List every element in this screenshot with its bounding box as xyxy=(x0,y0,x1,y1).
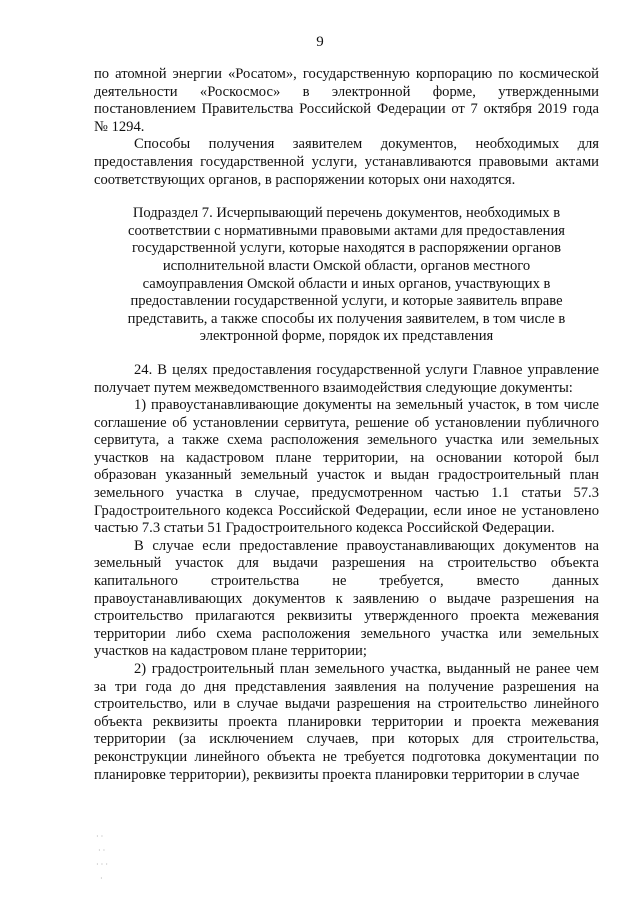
paragraph-item-24: 24. В целях предоставления государственной услуги Главное управление получает путем межведомственного взаимодействия следующие документы: xyxy=(94,361,599,396)
list-item-2: 2) градостроительный план земельного участка, выданный не ранее чем за три года до дня представления заявления на получение разрешения на строительство, или в случае выдачи разрешения на строительство линейного объекта реквизиты проекта планировки территории и проекта межевания территории (за исключением случаев, при которых для строительства, реконструкции линейного объекта не требуется подготовка документации по планировке территории), реквизиты проекта планировки территории в случае xyxy=(94,661,599,783)
paragraph-exception: В случае если предоставление правоустанавливающих документов на земельный участок для выдачи разрешения на строительство объекта капитального строительства не требуется, вместо данных правоустанавливающих документов к заявлению о выдаче разрешения на строительство прилагаются реквизиты утвержденного проекта межевания территории либо схема расположения земельного участка или земельных участков на кадастровом плане территории; xyxy=(94,537,599,660)
paragraph-methods: Способы получения заявителем документов, необходимых для предоставления государственной услуги, устанавливаются правовыми актами соответствующих органов, в распоряжении которых они находятся. xyxy=(94,136,599,188)
section-heading: Подраздел 7. Исчерпывающий перечень документов, необходимых в соответствии с нормативными правовыми актами для предоставления государственной услуги, которые находятся в распоряжении органов исполнительной власти Омской области, органов местного самоуправления Омской области и иных органов, участвующих в предоставлении государственной услуги, и которые заявитель вправе представить, а также способы их получения заявителем, в том числе в электронной форме, порядок их представления xyxy=(127,205,566,345)
list-item-1: 1) правоустанавливающие документы на земельный участок, в том числе соглашение об установлении сервитута, решение об установлении публичного сервитута, а также схема расположения земельного участка или земельных участков на кадастровом плане территории, на основании которой был образован указанный земельный участок и выдан градостроительный план земельного участка в случае, предусмотренном частью 1.1 статьи 57.3 Градостроительного кодекса Российской Федерации, если иное не установлено частью 7.3 статьи 51 Градостроительного кодекса Российской Федерации. xyxy=(94,397,599,537)
scan-specks: · · · · · · · · xyxy=(96,832,108,883)
paragraph-continuation: по атомной энергии «Росатом», государственную корпорацию по космической деятельности «Роскосмос» в электронной форме, утвержденными постановлением Правительства Российской Федерации от 7 октября 2019 года № 1294. xyxy=(94,66,599,135)
document-body xyxy=(94,66,599,784)
page-number: 9 xyxy=(316,34,324,50)
